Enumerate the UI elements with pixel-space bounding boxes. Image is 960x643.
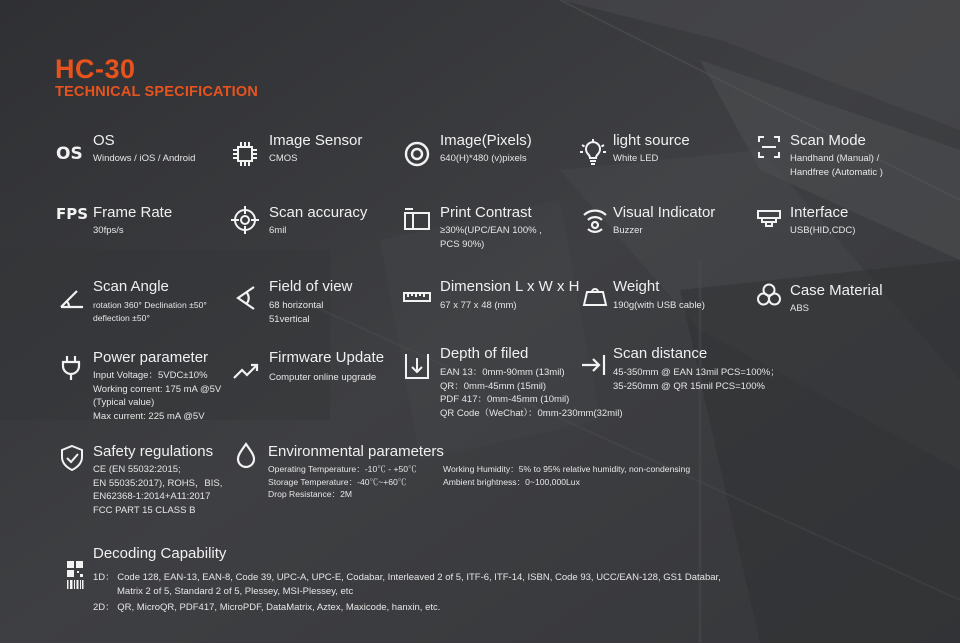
scan-accuracy-title: Scan accuracy [269,204,368,221]
environment-value-col2: Working Humidity：5% to 95% relative humidity, non-condensing Ambient brightness：0~100,000Lux [443,464,691,487]
visual-indicator-value: Buzzer [613,225,643,236]
scan-angle-title: Scan Angle [93,278,169,295]
environment-title: Environmental parameters [268,443,444,460]
field-of-view-value: 68 horizontal 51vertical [269,300,324,325]
firmware-title: Firmware Update [269,349,385,366]
light-source-title: light source [613,132,690,149]
view-angle-icon [232,283,262,313]
usb-icon [754,203,784,233]
print-contrast-title: Print Contrast [440,204,532,221]
page-subtitle: TECHNICAL SPECIFICATION [55,84,259,100]
image-pixels-title: Image(Pixels) [440,132,532,149]
material-icon [754,280,784,310]
dimension-value: 67 x 77 x 48 (mm) [440,300,517,311]
depth-of-field-title: Depth of filed [440,345,529,362]
scan-distance-value: 45-350mm @ EAN 13mil PCS=100%； 35-250mm @ QR 15mil PCS=100% [613,367,780,392]
fps-icon: FPS [56,205,89,223]
lens-icon [402,139,432,169]
trend-icon [231,356,261,386]
os-value: Windows / iOS / Android [93,153,196,164]
depth-of-field-value: EAN 13：0mm-90mm (13mil) QR：0mm-45mm (15mil) PDF 417：0mm-45mm (10mil) QR Code（WeChat）：0mm-230mm(32mil) [440,367,623,419]
image-sensor-title: Image Sensor [269,132,363,149]
decoding-1d-line-cont: Matrix 2 of 5, Standard 2 of 5, Plessey, MSI-Plessey, etc [117,586,354,597]
image-pixels-value: 640(H)*480 (v)pixels [440,153,527,164]
angle-icon [57,283,87,313]
interface-title: Interface [790,204,849,221]
crosshair-icon [230,205,260,235]
distance-icon [579,350,609,380]
weight-value: 190g(with USB cable) [613,300,705,311]
shield-icon [57,443,87,473]
signal-icon [580,205,610,235]
product-title: HC-30 [55,54,136,84]
interface-value: USB(HID,CDC) [790,225,856,236]
decoding-2d-line: 2D： QR, MicroQR, PDF417, MicroPDF, DataMatrix, Aztex, Maxicode, hanxin, etc. [93,602,441,613]
scan-frame-icon [754,132,784,162]
environment-value-col1: Operating Temperature：-10℃ - +50℃ Storage Temperature：-40℃~+60℃ Drop Resistance：2M [268,464,417,499]
qr-barcode-icon [60,560,80,590]
os-icon: OS [56,144,83,164]
image-sensor-value: CMOS [269,153,298,164]
scan-accuracy-value: 6mil [269,225,287,236]
plug-icon [56,352,86,382]
scan-angle-value: rotation 360° Declination ±50° deflection ±50° [93,300,207,323]
field-of-view-title: Field of view [269,278,353,295]
drop-icon [231,441,261,471]
power-title: Power parameter [93,349,209,366]
dimension-title: Dimension L x W x H [440,278,580,295]
safety-value: CE (EN 55032:2015; EN 55035:2017), ROHS，BIS, EN62368-1:2014+A11:2017 FCC PART 15 CLASS B [93,464,223,516]
safety-title: Safety regulations [93,443,214,460]
scan-mode-title: Scan Mode [790,132,866,149]
contrast-icon [402,205,432,235]
decoding-1d-line: 1D： Code 128, EAN-13, EAN-8, Code 39, UPC-A, UPC-E, Codabar, Interleaved 2 of 5, ITF-6, ITF-14, ISBN, Code 93, UCC/EAN-128, GS1 Databar, [93,572,721,583]
scan-distance-title: Scan distance [613,345,708,362]
os-title: OS [93,132,115,149]
power-value: Input Voltage：5VDC±10% Working corrent: 175 mA @5V (Typical value) Max current: 225 mA @5V [93,370,222,422]
weight-title: Weight [613,278,660,295]
frame-rate-title: Frame Rate [93,204,173,221]
bulb-icon [578,137,608,167]
ruler-icon [402,282,432,312]
decoding-title: Decoding Capability [93,545,227,562]
weight-icon [580,281,610,311]
case-material-value: ABS [790,303,810,314]
firmware-value: Computer online upgrade [269,372,377,383]
frame-rate-value: 30fps/s [93,225,124,236]
visual-indicator-title: Visual Indicator [613,204,716,221]
case-material-title: Case Material [790,282,883,299]
depth-icon [402,352,432,382]
chip-icon [230,139,260,169]
light-source-value: White LED [613,153,659,164]
print-contrast-value: ≥30%(UPC/EAN 100% , PCS 90%) [440,225,542,250]
scan-mode-value: Handhand (Manual) / Handfree (Automatic ) [790,153,883,178]
